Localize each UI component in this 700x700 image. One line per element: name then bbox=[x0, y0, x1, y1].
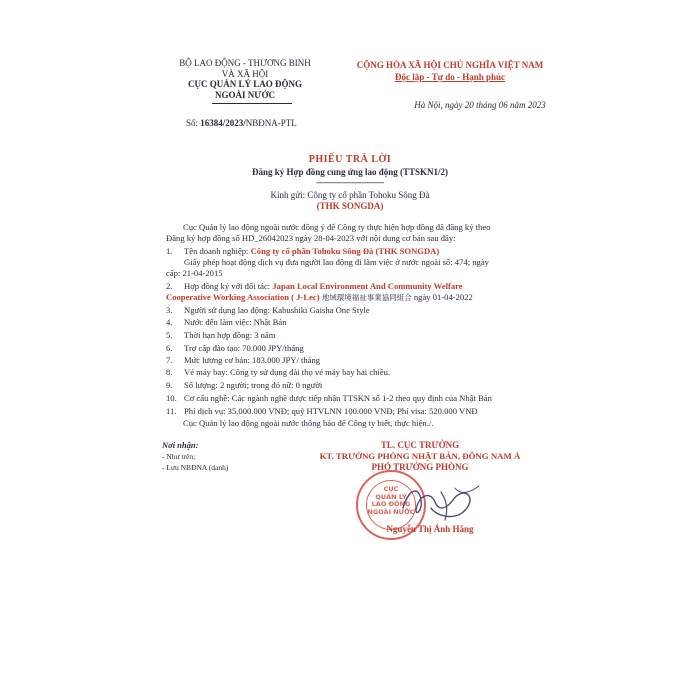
closing-text: Cục Quản lý lao động ngoài nước thông báo để Công ty biết, thực hiện./. bbox=[183, 418, 434, 428]
item-number: 3. bbox=[166, 305, 173, 315]
intro-line2: Đăng ký hợp đồng số HD_26042023 ngày 28-04-2023 với nội dung cơ bản sau đây: bbox=[166, 233, 456, 243]
number-prefix: Số: bbox=[186, 118, 201, 128]
recipient-2: - Lưu NBĐNA (danh) bbox=[162, 463, 229, 472]
recipients-title: Nơi nhận: bbox=[162, 440, 199, 450]
number-suffix: NBĐNA-PTL bbox=[245, 118, 297, 128]
department-line2 bbox=[150, 90, 340, 101]
item-number: 9. bbox=[166, 380, 173, 390]
item-text bbox=[184, 246, 439, 256]
greeting-company: (THK SONGDA) bbox=[316, 201, 384, 211]
item-label: Tên doanh nghiệp: bbox=[184, 246, 251, 256]
item-value: Công ty cổ phần Tohoku Sông Đà (THK SONGDA) bbox=[250, 246, 440, 256]
ministry-line2: VÀ XÃ HỘI bbox=[221, 68, 269, 79]
item-number: 8. bbox=[166, 367, 173, 377]
handwritten-signature bbox=[395, 478, 485, 528]
item-text: Người sử dụng lao động: Kabushiki Gaisha One Style bbox=[184, 305, 370, 315]
item-text: cấp: 21-04-2015 bbox=[166, 268, 223, 278]
item-number: 10. bbox=[166, 393, 177, 403]
item-text: Cơ cấu nghề: Các ngành nghề được tiếp nhận TTSKN số 1-2 theo quy định của Nhật Bản bbox=[184, 393, 492, 403]
recipient-1: - Như trên; bbox=[162, 452, 196, 461]
item-extra: 地域環境福祉事業協同組合 bbox=[321, 293, 412, 302]
seal-text-2: QUẢN LÝ bbox=[375, 492, 407, 501]
signature-line3: PHÓ TRƯỞNG PHÒNG bbox=[371, 462, 469, 472]
header-divider-left bbox=[212, 103, 292, 104]
item-text: Vé máy bay: Công ty sử dụng đài thọ vé máy bay hai chiều. bbox=[184, 367, 391, 377]
item-value: Cooperative Working Association ( J-Lec) bbox=[166, 292, 320, 302]
page-subtitle: Đăng ký Hợp đồng cung ứng lao động (TTSKN1/2) bbox=[252, 167, 448, 177]
seal-text-1: CỤC bbox=[383, 485, 399, 493]
item-value: Japan Local Environment And Community Welfare bbox=[272, 281, 463, 291]
item-number: 6. bbox=[166, 343, 173, 353]
department-line2-text: NGOÀI NƯỚC bbox=[215, 89, 275, 100]
item-number: 11. bbox=[166, 406, 177, 416]
item-number: 2. bbox=[166, 281, 173, 291]
signature-line2: KT. TRƯỞNG PHÒNG NHẬT BẢN, ĐÔNG NAM Á bbox=[319, 451, 521, 461]
seal-text-3: LAO ĐỘNG bbox=[371, 500, 411, 508]
item-number: 1. bbox=[166, 246, 173, 256]
signature-line1: TL. CỤC TRƯỞNG bbox=[380, 440, 460, 450]
item-text: Trợ cấp đào tạo: 70.000 JPY/tháng bbox=[184, 343, 304, 353]
item-text bbox=[166, 292, 473, 303]
item-text: Số lượng: 2 người; trong đó nữ: 0 người bbox=[184, 380, 323, 390]
item-text bbox=[184, 281, 463, 291]
title-rule: --------------------------- bbox=[316, 177, 384, 187]
ministry-header bbox=[150, 58, 340, 100]
intro-line1: Cục Quản lý lao động ngoài nước đồng ý để Công ty thực hiện hợp đồng đã đăng ký theo bbox=[183, 222, 491, 232]
item-text: Thời hạn hợp đồng: 3 năm bbox=[184, 330, 276, 340]
item-text: Mức lương cơ bản: 183.000 JPY/ tháng bbox=[184, 355, 321, 365]
department-line1: CỤC QUẢN LÝ LAO ĐỘNG bbox=[187, 79, 302, 89]
document-number bbox=[186, 118, 297, 128]
greeting: Kính gửi: Công ty cổ phần Tohoku Sông Đà bbox=[270, 190, 430, 200]
document-date: Hà Nội, ngày 20 tháng 06 năm 2023 bbox=[414, 100, 546, 110]
item-tail: ngày 01-04-2022 bbox=[411, 292, 473, 302]
item-number: 5. bbox=[166, 330, 173, 340]
item-text: Nước đến làm việc: Nhật Bản bbox=[184, 317, 287, 327]
item-number: 7. bbox=[166, 355, 173, 365]
republic-motto: Độc lập - Tự do - Hạnh phúc bbox=[394, 72, 505, 82]
number-value: 16384/2023/ bbox=[200, 118, 246, 128]
signer-name: Nguyễn Thị Ánh Hằng bbox=[386, 524, 474, 534]
item-text: Phí dịch vụ: 35.000.000 VNĐ; quỹ HTVLNN 100.000 VNĐ; Phí visa: 520.000 VNĐ bbox=[184, 406, 478, 416]
item-number: 4. bbox=[166, 317, 173, 327]
seal-text-4: NGOÀI NƯỚC bbox=[367, 507, 415, 516]
ministry-line1: BỘ LAO ĐỘNG - THƯƠNG BINH bbox=[179, 58, 311, 68]
page-title: PHIẾU TRẢ LỜI bbox=[308, 154, 392, 165]
item-text: Giấy phép hoạt động dịch vụ đưa người lao động đi làm việc ở nước ngoài số: 474; ngày bbox=[184, 257, 489, 267]
item-label: Hợp đồng ký với đối tác: bbox=[184, 281, 273, 291]
republic-title: CỘNG HÒA XÃ HỘI CHỦ NGHĨA VIỆT NAM bbox=[356, 60, 544, 70]
